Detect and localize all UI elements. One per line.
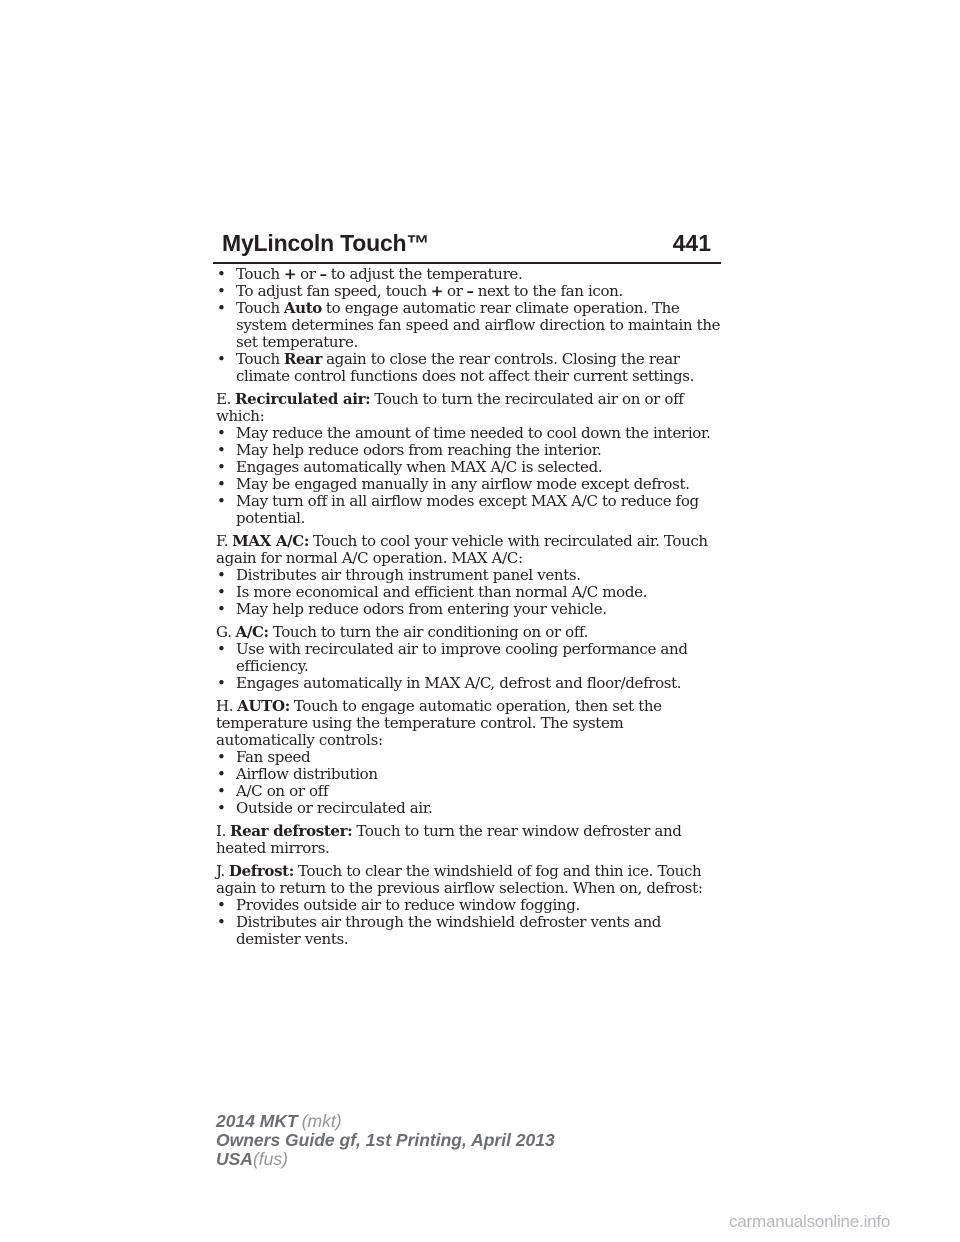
bullet-item bbox=[216, 493, 726, 527]
bullet-icon: • bbox=[217, 282, 226, 300]
text: to engage automatic rear climate operation. The system determines fan speed and airflow direction to maintain the set temperature. bbox=[236, 299, 721, 351]
bullet-item bbox=[216, 300, 726, 351]
bullet-icon: • bbox=[217, 896, 226, 914]
item-j bbox=[216, 863, 726, 897]
bullet-icon: • bbox=[217, 782, 226, 800]
bullet-icon: • bbox=[217, 265, 226, 283]
text: or bbox=[447, 282, 463, 300]
bullet-text: A/C on or off bbox=[236, 782, 329, 800]
item-term: AUTO: bbox=[237, 697, 290, 715]
item-e bbox=[216, 391, 726, 425]
bullet-item bbox=[216, 567, 726, 584]
bullet-item bbox=[216, 914, 726, 948]
bullet-text: May reduce the amount of time needed to cool down the interior. bbox=[236, 424, 711, 442]
auto-label: Auto bbox=[283, 299, 322, 317]
item-term: Defrost: bbox=[228, 862, 294, 880]
bullet-icon: • bbox=[217, 799, 226, 817]
item-term: Rear defroster: bbox=[230, 822, 353, 840]
item-term: MAX A/C: bbox=[232, 532, 310, 550]
text: To adjust fan speed, touch bbox=[236, 282, 427, 300]
bullet-text: May turn off in all airflow modes except MAX A/C to reduce fog potential. bbox=[236, 492, 699, 527]
footer-market: USA bbox=[216, 1149, 253, 1169]
bullet-text: Distributes air through the windshield defroster vents and demister vents. bbox=[236, 913, 662, 948]
text: Touch bbox=[236, 265, 280, 283]
item-text: Touch to cool your vehicle with recirculated air. Touch again for normal A/C operation. MAX A/C: bbox=[216, 532, 708, 567]
bullet-item bbox=[216, 897, 726, 914]
bullet-item bbox=[216, 766, 726, 783]
text: or bbox=[300, 265, 316, 283]
section-title: MyLincoln Touch™ bbox=[222, 230, 430, 256]
bullet-text: Fan speed bbox=[236, 748, 311, 766]
text: next to the fan icon. bbox=[477, 282, 623, 300]
bullet-icon: • bbox=[217, 674, 226, 692]
bullet-text: Outside or recirculated air. bbox=[236, 799, 433, 817]
item-i bbox=[216, 823, 726, 857]
bullet-icon: • bbox=[217, 765, 226, 783]
footer-line-market bbox=[216, 1150, 555, 1169]
bullet-icon: • bbox=[217, 458, 226, 476]
bullet-item bbox=[216, 283, 726, 300]
bullet-text: May be engaged manually in any airflow mode except defrost. bbox=[236, 475, 690, 493]
page-body bbox=[216, 266, 726, 948]
footer-model-code: (mkt) bbox=[301, 1111, 342, 1131]
watermark: carmanualsonline.info bbox=[729, 1212, 891, 1231]
item-letter: G. bbox=[216, 623, 232, 641]
item-h bbox=[216, 698, 726, 749]
text: to adjust the temperature. bbox=[330, 265, 523, 283]
minus-symbol: – bbox=[319, 265, 327, 283]
bullet-icon: • bbox=[217, 350, 226, 368]
bullet-icon: • bbox=[217, 441, 226, 459]
bullet-text: May help reduce odors from entering your vehicle. bbox=[236, 600, 607, 618]
rear-label: Rear bbox=[283, 350, 323, 368]
plus-symbol: + bbox=[430, 282, 444, 300]
text: again to close the rear controls. Closing the rear climate control functions does not affect their current settings. bbox=[236, 350, 695, 385]
bullet-item bbox=[216, 442, 726, 459]
item-letter: H. bbox=[216, 697, 234, 715]
bullet-text: Distributes air through instrument panel vents. bbox=[236, 566, 581, 584]
item-letter: J. bbox=[216, 862, 225, 880]
item-text: Touch to turn the recirculated air on or off which: bbox=[216, 390, 684, 425]
bullet-icon: • bbox=[217, 492, 226, 510]
header-rule bbox=[213, 262, 721, 264]
bullet-icon: • bbox=[217, 913, 226, 931]
item-text: Touch to turn the air conditioning on or off. bbox=[272, 623, 589, 641]
bullet-item bbox=[216, 266, 726, 283]
item-letter: F. bbox=[216, 532, 229, 550]
bullet-icon: • bbox=[217, 748, 226, 766]
minus-symbol: – bbox=[466, 282, 474, 300]
item-g bbox=[216, 624, 726, 641]
bullet-icon: • bbox=[217, 583, 226, 601]
bullet-text: Is more economical and efficient than normal A/C mode. bbox=[236, 583, 648, 601]
bullet-item bbox=[216, 425, 726, 442]
bullet-icon: • bbox=[217, 299, 226, 317]
bullet-text: May help reduce odors from reaching the interior. bbox=[236, 441, 602, 459]
text: Touch bbox=[236, 299, 280, 317]
item-letter: I. bbox=[216, 822, 226, 840]
item-term: A/C: bbox=[235, 623, 269, 641]
bullet-icon: • bbox=[217, 475, 226, 493]
item-term: Recirculated air: bbox=[235, 390, 371, 408]
footer-market-code: (fus) bbox=[252, 1149, 288, 1169]
bullet-item bbox=[216, 800, 726, 817]
page-number: 441 bbox=[672, 230, 711, 256]
bullet-text: Use with recirculated air to improve cooling performance and efficiency. bbox=[236, 640, 688, 675]
item-text: Touch to engage automatic operation, then set the temperature using the temperature control. The system automatically controls: bbox=[216, 697, 662, 749]
bullet-icon: • bbox=[217, 424, 226, 442]
bullet-item bbox=[216, 459, 726, 476]
bullet-item bbox=[216, 641, 726, 675]
bullet-item bbox=[216, 584, 726, 601]
bullet-icon: • bbox=[217, 600, 226, 618]
bullet-item bbox=[216, 675, 726, 692]
item-text: Touch to turn the rear window defroster and heated mirrors. bbox=[216, 822, 682, 857]
bullet-icon: • bbox=[217, 640, 226, 658]
text: Touch bbox=[236, 350, 280, 368]
footer-model: 2014 MKT bbox=[216, 1111, 298, 1131]
bullet-item bbox=[216, 783, 726, 800]
bullet-icon: • bbox=[217, 566, 226, 584]
item-text: Touch to clear the windshield of fog and thin ice. Touch again to return to the previous airflow selection. When on, defrost: bbox=[216, 862, 703, 897]
bullet-text: Engages automatically when MAX A/C is selected. bbox=[236, 458, 603, 476]
bullet-item bbox=[216, 601, 726, 618]
bullet-item bbox=[216, 476, 726, 493]
bullet-text: Provides outside air to reduce window fogging. bbox=[236, 896, 580, 914]
footer-line-model bbox=[216, 1112, 555, 1131]
print-footer bbox=[216, 1112, 555, 1169]
footer-edition: Owners Guide gf, 1st Printing, April 2013 bbox=[216, 1130, 555, 1150]
plus-symbol: + bbox=[283, 265, 297, 283]
bullet-text: Engages automatically in MAX A/C, defrost and floor/defrost. bbox=[236, 674, 682, 692]
item-letter: E. bbox=[216, 390, 232, 408]
page-header bbox=[213, 228, 721, 260]
bullet-item bbox=[216, 351, 726, 385]
bullet-text: Airflow distribution bbox=[236, 765, 378, 783]
item-f bbox=[216, 533, 726, 567]
bullet-item bbox=[216, 749, 726, 766]
